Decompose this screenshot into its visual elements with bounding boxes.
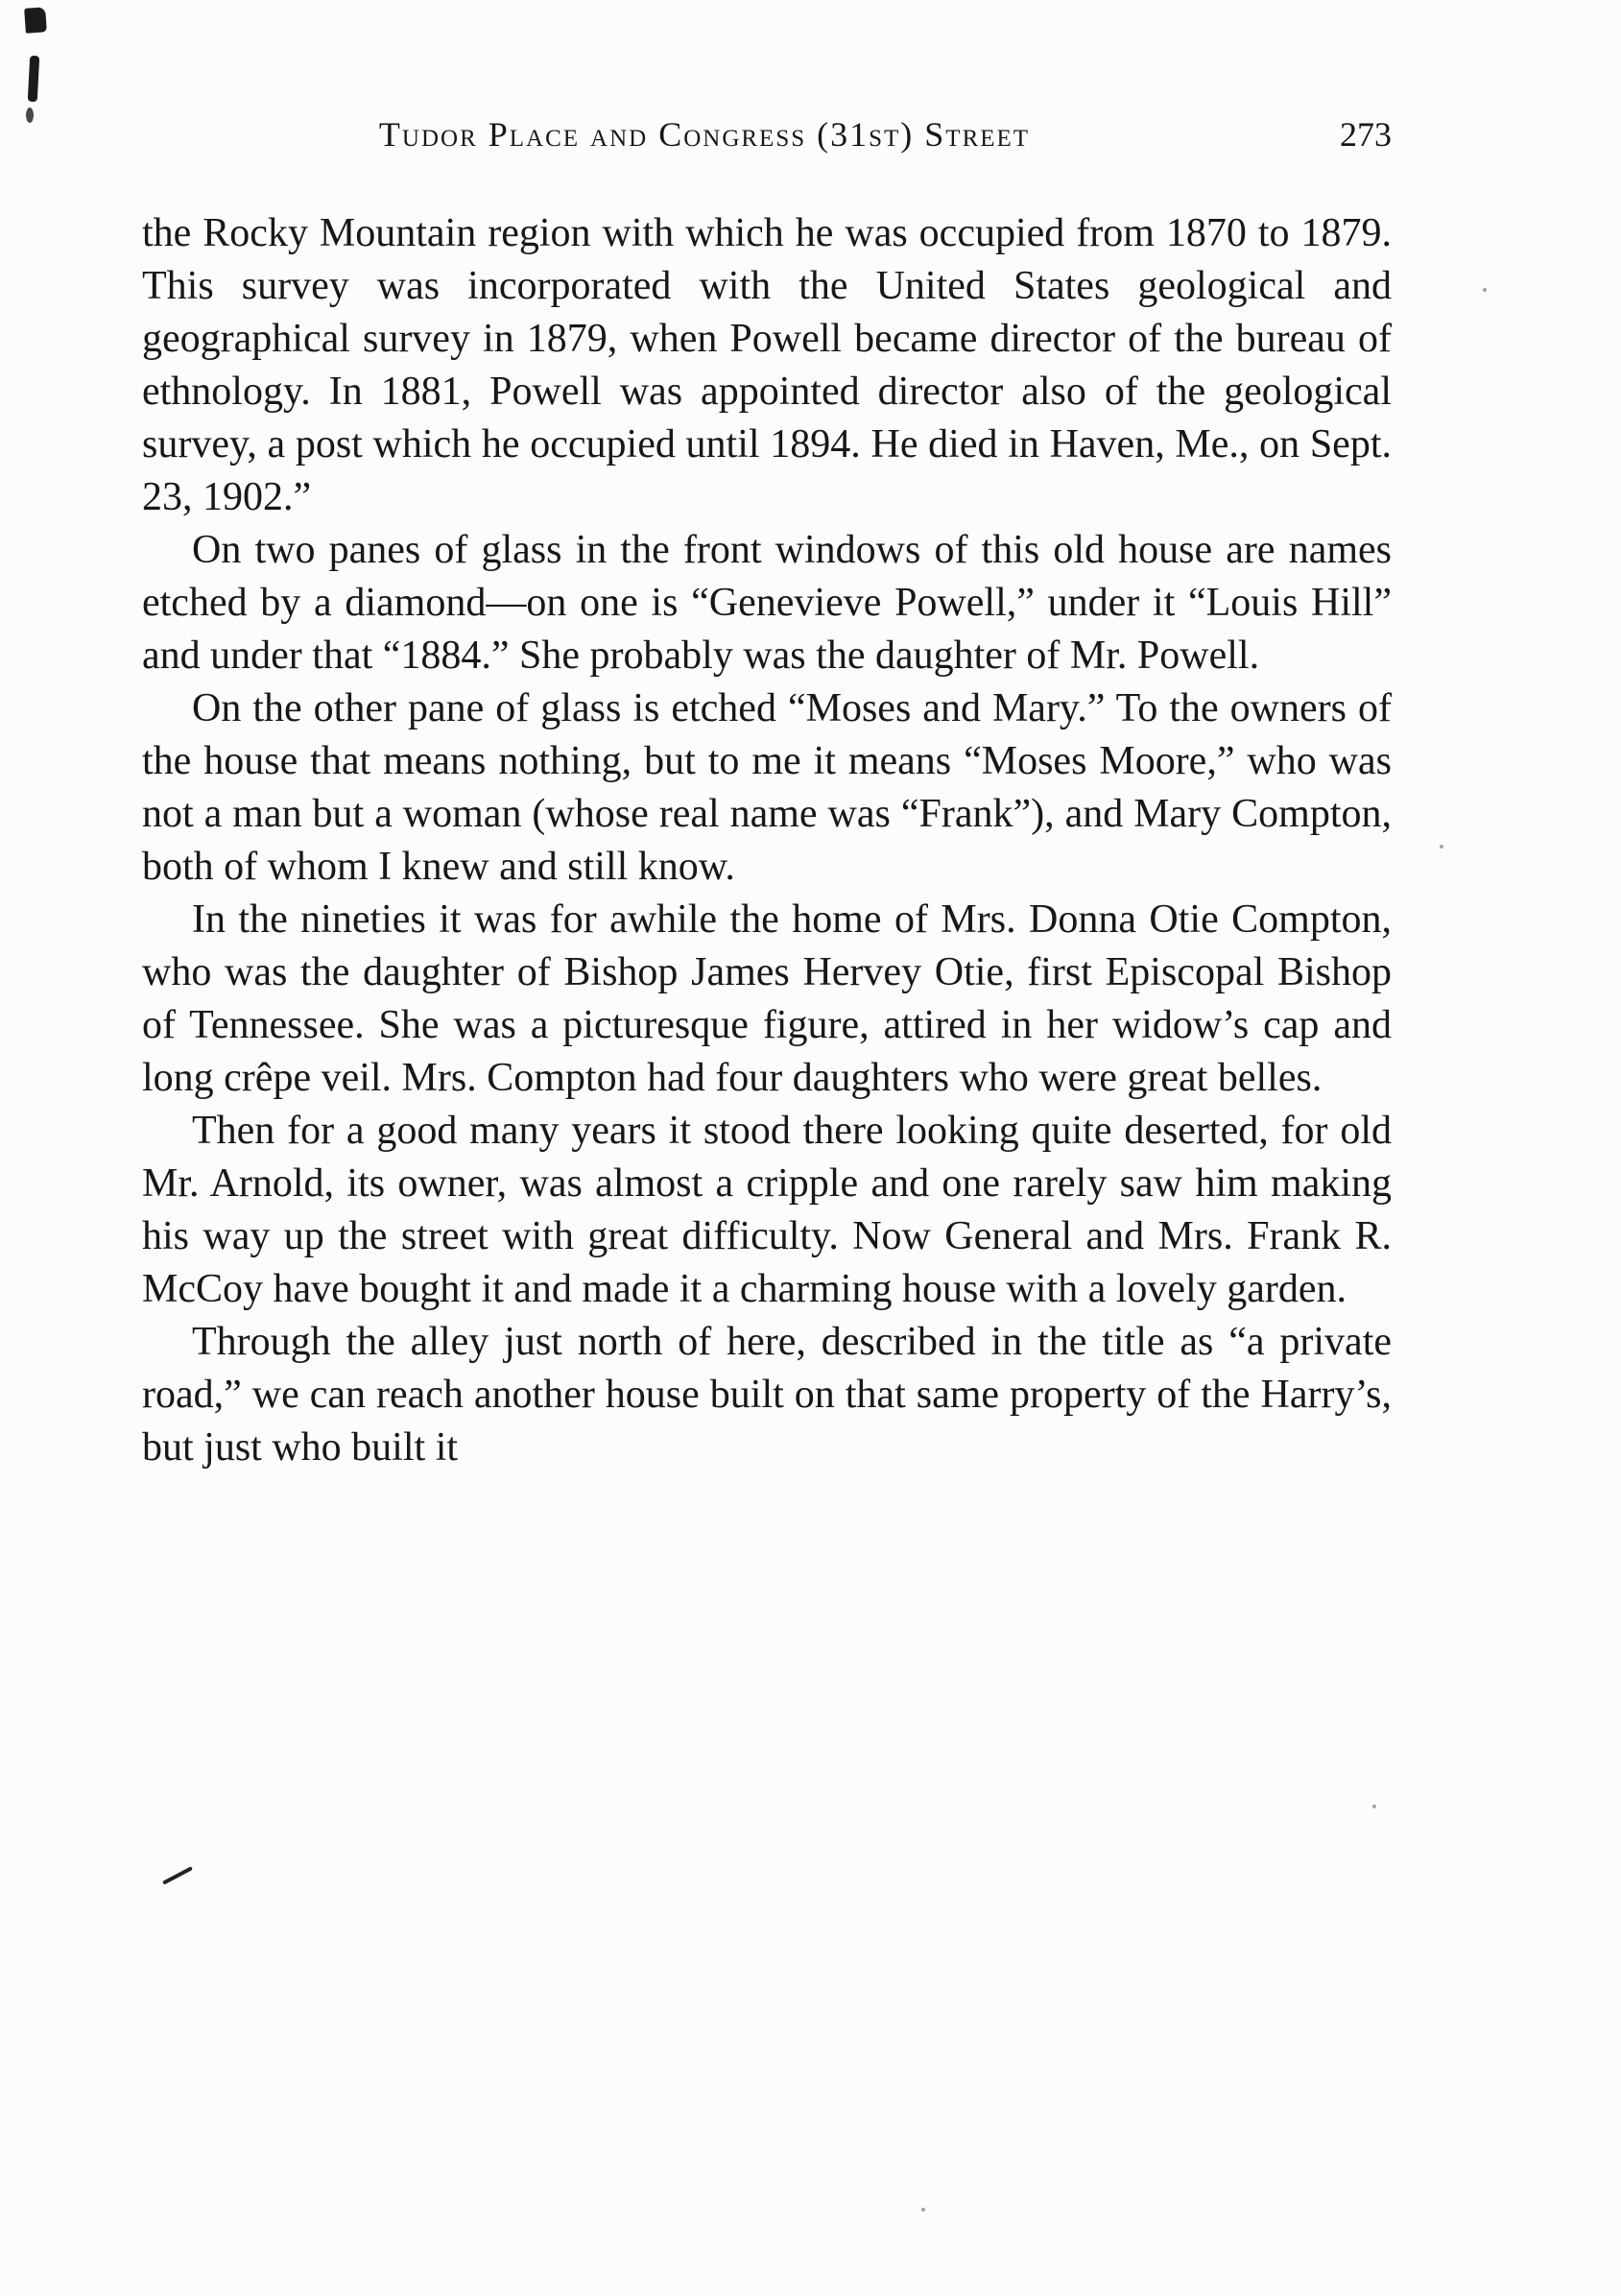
paragraph: On the other pane of glass is etched “Moses and Mary.” To the owners of the house that means nothing, but to me it means “Moses Moore,” who was not a man but a woman (whose real name was “Frank”), and Mary Compton, both of whom I knew and still know. <box>142 686 1392 889</box>
scan-speck <box>1440 845 1443 849</box>
running-header <box>142 104 1392 165</box>
paragraph: Through the alley just north of here, described in the title as “a private road,” we can reach another house built on that same property of the Harry’s, but just who built it <box>142 1320 1392 1470</box>
body-text <box>142 207 1392 1474</box>
paragraph: the Rocky Mountain region with which he was occupied from 1870 to 1879. This survey was incorporated with the United States geological and geographical survey in 1879, when Powell became director of the bureau of ethnology. In 1881, Powell was appointed director also of the geological survey, a post which he occupied until 1894. He died in Haven, Me., on Sept. 23, 1902.” <box>142 211 1392 519</box>
scan-speck <box>1483 288 1487 292</box>
paragraph: On two panes of glass in the front windows of this old house are names etched by a diamond—on one is “Genevieve Powell,” under it “Louis Hill” and under that “1884.” She probably was the daughter of Mr. Powell. <box>142 528 1392 678</box>
paragraph: In the nineties it was for awhile the home of Mrs. Donna Otie Compton, who was the daughter of Bishop James Hervey Otie, first Episcopal Bishop of Tennessee. She was a picturesque figure, attired in her widow’s cap and long crêpe veil. Mrs. Compton had four daughters who were great belles. <box>142 897 1392 1100</box>
pen-mark-icon <box>162 1866 193 1884</box>
ink-smudge-icon <box>26 108 34 123</box>
ink-smudge-icon <box>28 56 39 102</box>
scan-speck <box>921 2208 925 2212</box>
text-block <box>142 104 1392 1474</box>
paragraph: Then for a good many years it stood there looking quite deserted, for old Mr. Arnold, its owner, was almost a cripple and one rarely saw him making his way up the street with great difficulty. Now General and Mrs. Frank R. McCoy have bought it and made it a charming house with a lovely garden. <box>142 1109 1392 1311</box>
ink-smudge-icon <box>24 7 47 33</box>
running-header-title: Tudor Place and Congress (31st) Street <box>378 115 1031 154</box>
page-number: 273 <box>1340 115 1392 154</box>
scan-speck <box>1372 1805 1376 1808</box>
